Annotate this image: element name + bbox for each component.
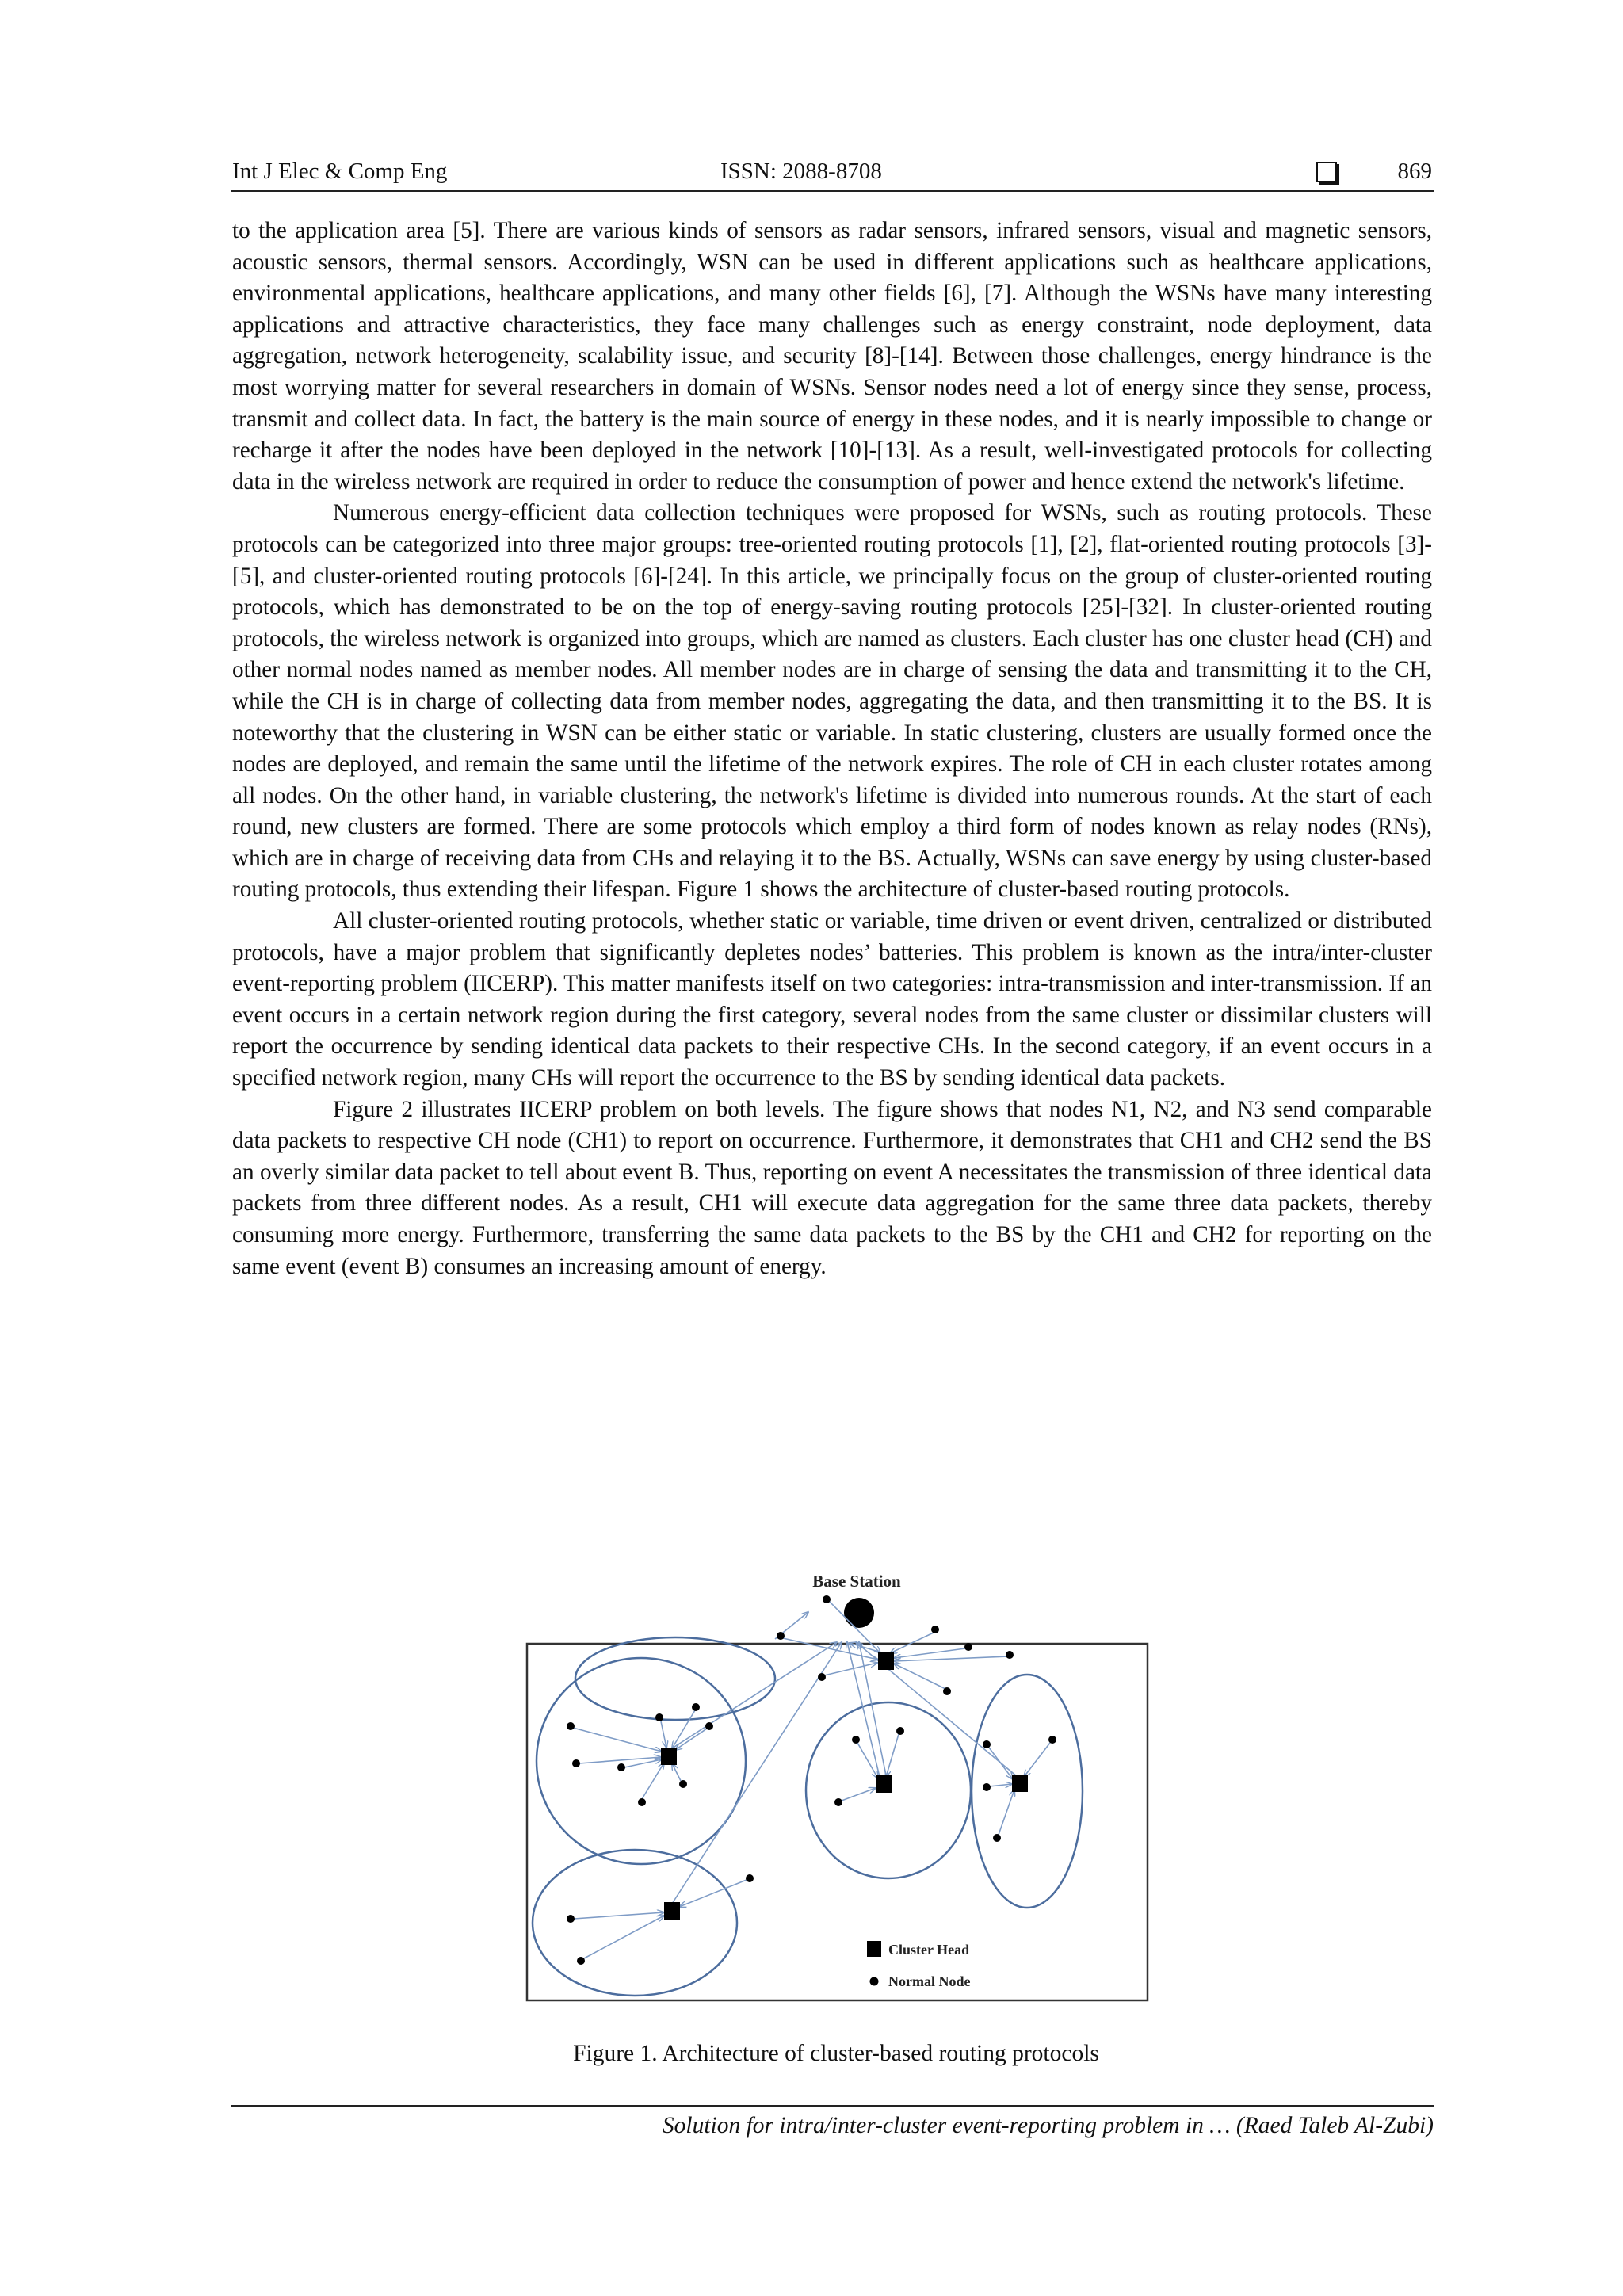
base-station-label: Base Station — [812, 1572, 901, 1591]
legend-normal-node-icon — [870, 1977, 879, 1986]
normal-node-icon — [1006, 1651, 1014, 1659]
page-header — [231, 155, 1434, 192]
normal-node-icon — [823, 1595, 831, 1603]
page-number: 869 — [1397, 159, 1432, 184]
cluster-head-icon — [878, 1652, 894, 1670]
normal-node-icon — [964, 1643, 972, 1651]
paragraph: to the application area [5]. There are various kinds of sensors as radar sensors, infrared sensors, visual and magnetic sensors, acoustic sensors, thermal sensors. Accordingly, WSN can be used in different applications such as healthcare applications, environmental applications, healthcare applications, and many other fields [6], [7]. Although the WSNs have many interesting applications and attractive characteristics, they face many challenges such as energy constraint, node deployment, data aggregation, network heterogeneity, scalability issue, and security [8]-[14]. Between those challenges, energy hindrance is the most worrying matter for several researchers in domain of WSNs. Sensor nodes need a lot of energy since they sense, process, transmit and collect data. In fact, the battery is the main source of energy in these nodes, and it is nearly impossible to change or recharge it after the nodes have been deployed in the network [10]-[13]. As a result, well-investigated protocols for collecting data in the wireless network are required in order to reduce the consumption of power and hence extend the network's lifetime. — [232, 218, 1432, 495]
normal-node-icon — [818, 1673, 826, 1681]
normal-nodes — [567, 1595, 1056, 1965]
normal-node-icon — [896, 1727, 904, 1735]
cluster-boundary — [575, 1637, 775, 1720]
base-station-icon — [844, 1598, 874, 1628]
journal-name: Int J Elec & Comp Eng — [232, 159, 448, 184]
network-area-frame — [527, 1644, 1148, 2000]
normal-node-icon — [638, 1798, 646, 1806]
issn: ISSN: 2088-8708 — [720, 159, 882, 184]
legend-cluster-head-icon — [867, 1941, 881, 1957]
running-title: Solution for intra/inter-cluster event-reporting problem in … (Raed Taleb Al-Zubi) — [662, 2113, 1434, 2138]
legend-cluster-head-label: Cluster Head — [888, 1942, 970, 1958]
figure-cluster-architecture — [523, 1563, 1149, 2007]
legend-normal-node-label: Normal Node — [888, 1973, 971, 1989]
normal-node-icon — [852, 1736, 860, 1744]
normal-node-icon — [983, 1783, 991, 1791]
normal-node-icon — [983, 1740, 991, 1748]
figure-caption: Figure 1. Architecture of cluster-based routing protocols — [573, 2041, 1099, 2066]
normal-node-icon — [567, 1722, 575, 1730]
cluster-boundary — [537, 1658, 746, 1864]
square-bullet-icon — [1316, 162, 1337, 182]
cluster-head-icon — [664, 1902, 680, 1920]
normal-node-icon — [993, 1834, 1001, 1842]
normal-node-icon — [655, 1713, 663, 1721]
member-links — [573, 1601, 1050, 1958]
normal-node-icon — [692, 1703, 700, 1711]
normal-node-icon — [567, 1915, 575, 1923]
cluster-boundary — [533, 1850, 737, 1996]
legend — [867, 1941, 970, 1989]
normal-node-icon — [577, 1957, 585, 1965]
cluster-head-icon — [876, 1775, 892, 1793]
cluster-head-icon — [661, 1748, 677, 1765]
normal-node-icon — [746, 1874, 754, 1882]
normal-node-icon — [943, 1687, 951, 1695]
normal-node-icon — [617, 1763, 625, 1771]
normal-node-icon — [705, 1722, 713, 1730]
paragraph: Figure 2 illustrates IICERP problem on both levels. The figure shows that nodes N1, N2, and N3 send comparable data packets to respective CH node (CH1) to report on occurrence. Furthermore, it demonstrates that CH1 and CH2 send the BS an overly similar data packet to tell about event B. Thus, reporting on event A necessitates the transmission of three identical data packets from three different nodes. As a result, CH1 will execute data aggregation for the same three data packets, thereby consuming more energy. Furthermore, transferring the same data packets to the BS by the CH1 and CH2 for reporting on the same event (event B) consumes an increasing amount of energy. — [232, 1096, 1432, 1279]
normal-node-icon — [931, 1626, 939, 1633]
cluster-head-icon — [1012, 1775, 1028, 1792]
footer-rule — [231, 2105, 1434, 2107]
normal-node-icon — [1048, 1736, 1056, 1744]
cluster-diagram — [523, 1563, 1149, 2007]
normal-node-icon — [679, 1780, 687, 1788]
normal-node-icon — [834, 1798, 842, 1806]
article-body — [232, 216, 1432, 1282]
paragraph: All cluster-oriented routing protocols, whether static or variable, time driven or event driven, centralized or distributed protocols, have a major problem that significantly depletes nodes’ batteries. This problem is known as the intra/inter-cluster event-reporting problem (IICERP). This matter manifests itself on two categories: intra-transmission and inter-transmission. If an event occurs in a certain network region during the first category, several nodes from the same cluster or dissimilar clusters will report the occurrence by sending identical data packets to their respective CHs. In the second category, if an event occurs in a specified network region, many CHs will report the occurrence to the BS by sending identical data packets. — [232, 908, 1432, 1091]
paragraph: Numerous energy-efficient data collection techniques were proposed for WSNs, such as routing protocols. These protocols can be categorized into three major groups: tree-oriented routing protocols [1], [2], flat-oriented routing protocols [3]-[5], and cluster-oriented routing protocols [6]-[24]. In this article, we principally focus on the group of cluster-oriented routing protocols, which has demonstrated to be on the top of energy-saving routing protocols [25]-[32]. In cluster-oriented routing protocols, the wireless network is organized into groups, which are named as clusters. Each cluster has one cluster head (CH) and other normal nodes named as member nodes. All member nodes are in charge of sensing the data and transmitting it to the CH, while the CH is in charge of collecting data from member nodes, aggregating the data, and then transmitting it to the BS. It is noteworthy that the clustering in WSN can be either static or variable. In static clustering, clusters are usually formed once the nodes are deployed, and remain the same until the lifetime of the network expires. The role of CH in each cluster rotates among all nodes. On the other hand, in variable clustering, the network's lifetime is divided into numerous rounds. At the start of each round, new clusters are formed. There are some protocols which employ a third form of nodes known as relay nodes (RNs), which are in charge of receiving data from CHs and relaying it to the BS. Actually, WSNs can save energy by using cluster-based routing protocols, thus extending their lifespan. Figure 1 shows the architecture of cluster-based routing protocols. — [232, 500, 1432, 903]
normal-node-icon — [572, 1759, 580, 1767]
normal-node-icon — [777, 1632, 785, 1640]
